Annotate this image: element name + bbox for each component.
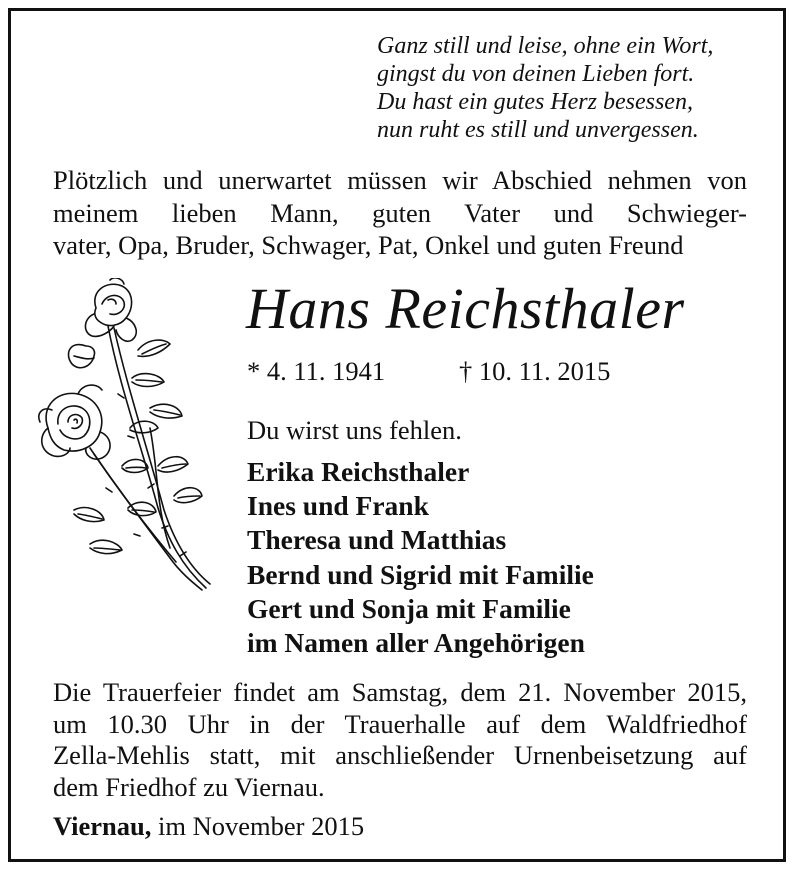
ceremony-paragraph xyxy=(53,677,747,803)
poem xyxy=(377,32,767,144)
mourner-line: im Namen aller Angehörigen xyxy=(247,627,585,659)
poem-line: gingst du von deinen Lieben fort. xyxy=(377,61,695,87)
ceremony-line: Die Trauerfeier findet am Samstag, dem 21. November 2015, xyxy=(53,677,747,707)
death-date: † 10. 11. 2015 xyxy=(459,356,611,386)
intro-paragraph xyxy=(53,164,747,262)
poem-line: nun ruht es still und unvergessen. xyxy=(377,117,699,143)
mourner-line: Erika Reichsthaler xyxy=(247,456,470,487)
closing-line xyxy=(53,809,364,843)
mourner-line: Ines und Frank xyxy=(247,490,429,522)
closing-place: Viernau, xyxy=(53,811,152,841)
mourners-list xyxy=(247,455,594,660)
intro-line: Plötzlich und unerwartet müssen wir Abschied nehmen von xyxy=(53,165,747,195)
poem-line: Du hast ein gutes Herz besessen, xyxy=(377,89,693,115)
deceased-name: Hans Reichsthaler xyxy=(246,276,685,341)
birth-date: * 4. 11. 1941 xyxy=(247,356,386,386)
intro-line: meinem lieben Mann, guten Vater und Schwieger- xyxy=(53,197,747,228)
poem-line: Ganz still und leise, ohne ein Wort, xyxy=(377,33,714,59)
ceremony-line: Zella-Mehlis statt, mit anschließender Urnenbeisetzung auf xyxy=(53,740,747,770)
ceremony-line: dem Friedhof zu Viernau. xyxy=(53,771,325,802)
mourner-line: Bernd und Sigrid mit Familie xyxy=(247,558,594,590)
mourner-line: Gert und Sonja mit Familie xyxy=(247,592,571,624)
ceremony-line: um 10.30 Uhr in der Trauerhalle auf dem Waldfriedhof xyxy=(53,708,747,739)
closing-date: im November 2015 xyxy=(151,811,365,841)
intro-line: vater, Opa, Bruder, Schwager, Pat, Onkel und guten Freund xyxy=(53,230,684,260)
mourner-line: Theresa und Matthias xyxy=(247,524,507,556)
farewell-text: Du wirst uns fehlen. xyxy=(247,415,462,445)
rose-drawing-icon xyxy=(30,278,220,598)
